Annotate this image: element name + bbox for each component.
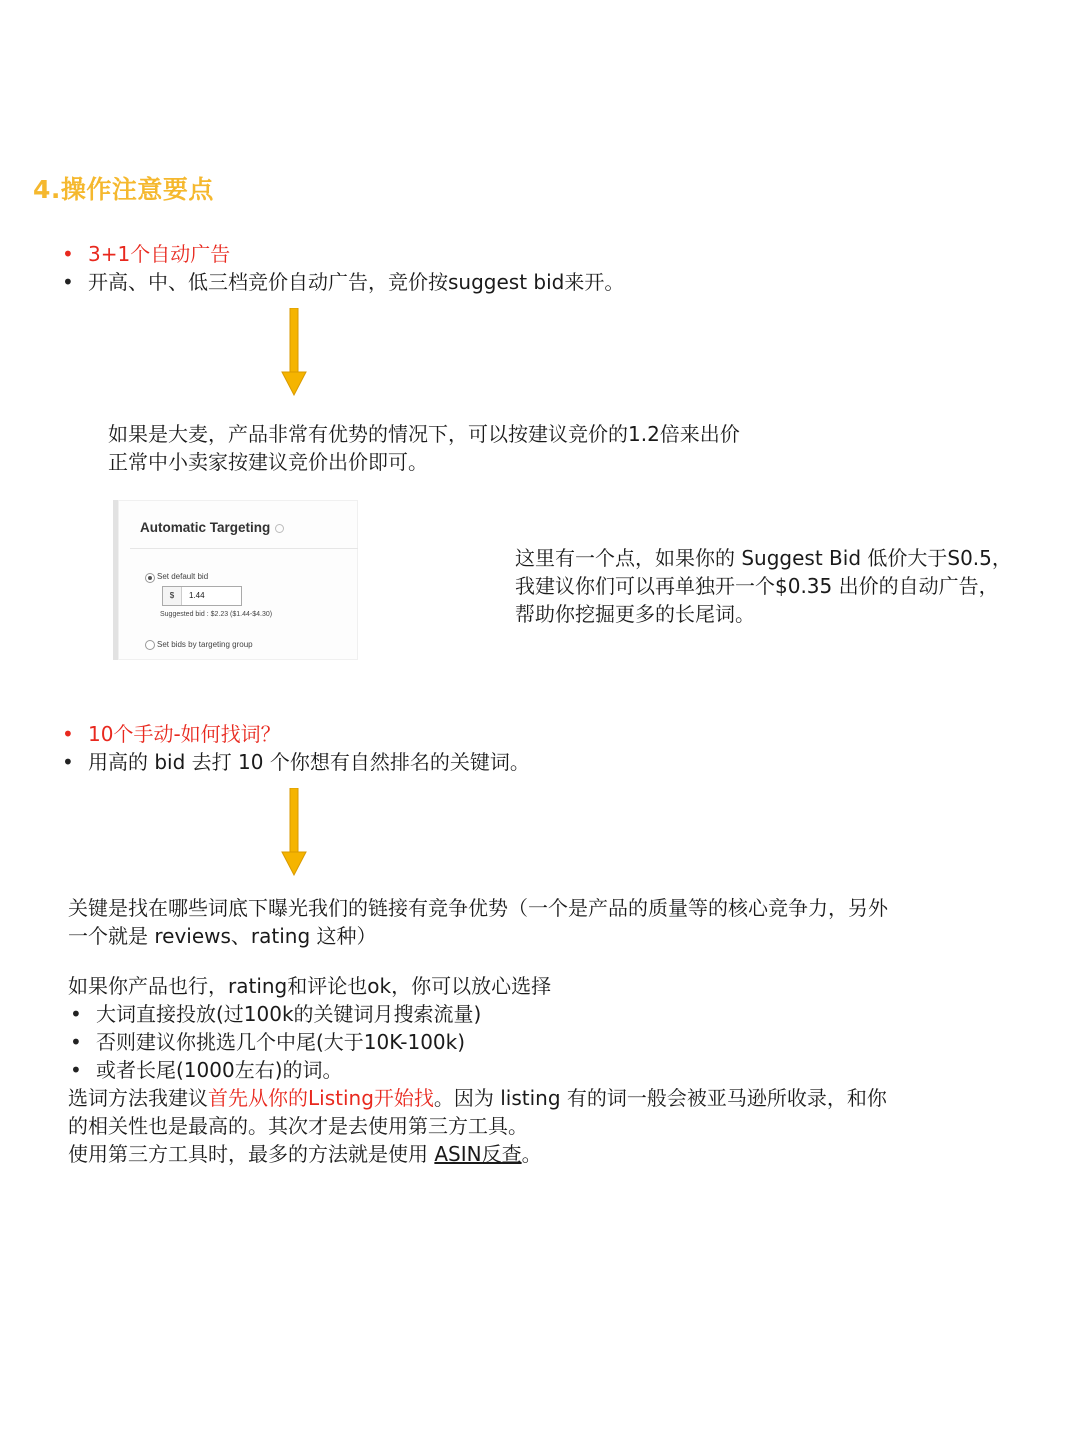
list-item: • 或者长尾(1000左右)的词。 xyxy=(68,1056,888,1084)
section-title: 4.操作注意要点 xyxy=(33,175,214,204)
bullet-high-bid: • 用高的 bid 去打 10 个你想有自然排名的关键词。 xyxy=(60,748,530,776)
set-default-bid-label: Set default bid xyxy=(157,572,209,581)
text-segment: 使用第三方工具时，最多的方法就是使用 xyxy=(68,1142,435,1166)
currency-symbol: $ xyxy=(163,587,182,605)
default-bid-input xyxy=(162,586,242,606)
keyword-advice-block xyxy=(68,894,888,1168)
radio-unselected-icon xyxy=(145,640,155,650)
side-note-line: 这里有一个点，如果你的 Suggest Bid 低价大于S0.5， xyxy=(515,546,1012,570)
side-note-line: 帮助你挖掘更多的长尾词。 xyxy=(515,602,755,626)
bid-note-line: 如果是大麦，产品非常有优势的情况下，可以按建议竞价的1.2倍来出价 xyxy=(108,422,740,446)
paragraph-line xyxy=(68,1140,888,1168)
set-bids-by-group-label: Set bids by targeting group xyxy=(157,640,253,649)
radio-selected-icon xyxy=(145,573,155,583)
paragraph-line: 如果你产品也行，rating和评论也ok，你可以放心选择 xyxy=(68,974,552,998)
info-icon xyxy=(275,524,284,533)
paragraph-line: 一个就是 reviews、rating 这种） xyxy=(68,924,377,948)
paragraph-line: 关键是找在哪些词底下曝光我们的链接有竞争优势（一个是产品的质量等的核心竞争力，另外 xyxy=(68,896,888,920)
side-note-line: 我建议你们可以再单独开一个$0.35 出价的自动广告， xyxy=(515,574,999,598)
divider xyxy=(130,548,358,549)
bid-note-line: 正常中小卖家按建议竞价出价即可。 xyxy=(108,450,428,474)
suggested-bid-text: Suggested bid : $2.23 ($1.44-$4.30) xyxy=(160,611,273,618)
spacer xyxy=(68,950,888,972)
automatic-targeting-label: Automatic Targeting xyxy=(140,520,271,535)
side-note xyxy=(515,544,1012,628)
list-item: • 大词直接投放(过100k的关键词月搜索流量) xyxy=(68,1000,888,1028)
bullet-auto-ads: • 3+1个自动广告 xyxy=(60,240,624,268)
bullet-manual-keywords: • 10个手动-如何找词？ xyxy=(60,720,530,748)
bullet-list-manual xyxy=(60,720,530,776)
bid-value: 1.44 xyxy=(189,591,205,600)
text-segment: 。因为 listing 有的词一般会被亚马逊所收录，和你 xyxy=(433,1086,887,1110)
text-segment: 。 xyxy=(521,1142,542,1166)
paragraph-line: 的相关性也是最高的。其次才是去使用第三方工具。 xyxy=(68,1114,528,1138)
automatic-targeting-screenshot xyxy=(113,500,358,660)
list-item: • 否则建议你挑选几个中尾(大于10K-100k) xyxy=(68,1028,888,1056)
down-arrow-icon xyxy=(281,308,307,396)
bid-note xyxy=(108,420,740,476)
asin-lookup-link[interactable]: ASIN反查 xyxy=(434,1142,522,1166)
automatic-targeting-header xyxy=(140,520,284,535)
bullet-list-auto-ads xyxy=(60,240,624,296)
paragraph-line xyxy=(68,1084,888,1112)
bullet-bid-levels: • 开高、中、低三档竞价自动广告，竞价按suggest bid来开。 xyxy=(60,268,624,296)
down-arrow-icon xyxy=(281,788,307,876)
text-segment: 选词方法我建议 xyxy=(68,1086,208,1110)
highlight-text: 首先从你的Listing开始找 xyxy=(208,1086,434,1110)
keyword-type-list xyxy=(68,1000,888,1084)
